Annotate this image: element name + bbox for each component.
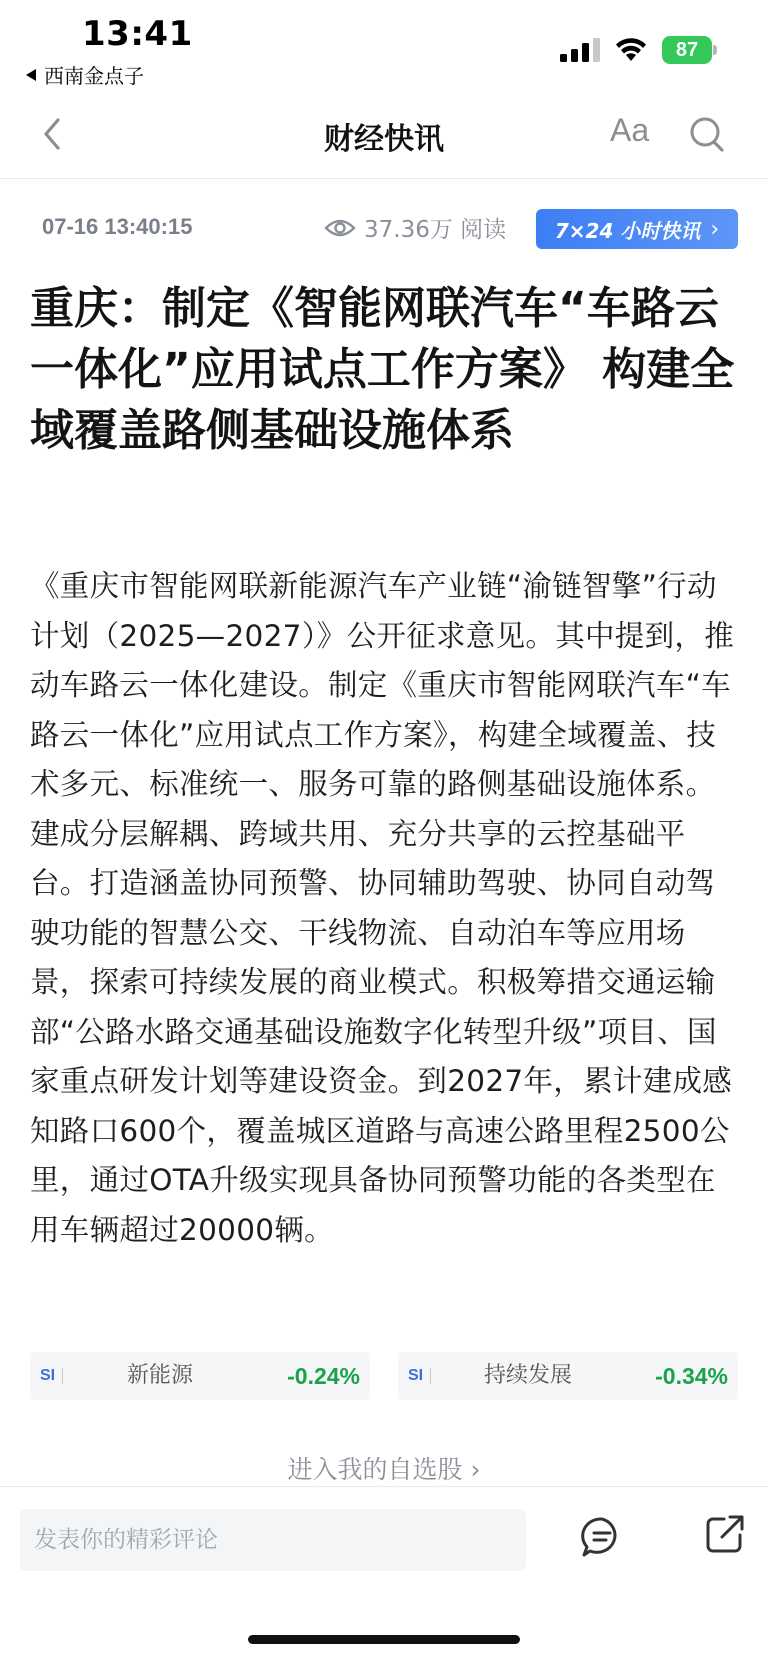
search-icon[interactable]: [688, 114, 726, 154]
view-count-label: 37.36万 阅读: [364, 217, 507, 243]
back-triangle-icon: [26, 69, 36, 81]
chevron-right-icon: ›: [710, 216, 720, 242]
battery-level: 87: [675, 39, 699, 61]
wifi-icon: [614, 36, 648, 62]
stock-name: 持续发展: [483, 1363, 572, 1388]
si-tag: SI: [40, 1367, 56, 1384]
share-icon[interactable]: [704, 1513, 746, 1555]
battery-cap: [713, 45, 717, 55]
article-body: 《重庆市智能网联新能源汽车产业链“渝链智擎”行动计划（2025—2027）》公开征求意见。其中提到，推动车路云一体化建设。制定《重庆市智能网联汽车“车路云一体化”应用试点工作方案》，构建全域覆盖、技术多元、标准统一、服务可靠的路侧基础设施体系。建成分层解耦、跨域共用、充分共享的云控基础平台。打造涵盖协同预警、协同辅助驾驶、协同自动驾驶功能的智慧公交、干线物流、自动泊车等应用场景，探索可持续发展的商业模式。积极筹措交通运输部“公路水路交通基础设施数字化转型升级”项目、国家重点研发计划等建设资金。到2027年，累计建成感知路口600个，覆盖城区道路与高速公路里程2500公里，通过OTA升级实现具备协同预警功能的各类型在用车辆超过20000辆。: [30, 569, 735, 1247]
page-title: 财经快讯: [324, 122, 444, 157]
font-size-button[interactable]: Aa: [610, 112, 650, 148]
live-news-badge[interactable]: [536, 209, 738, 249]
article-headline: 重庆：制定《智能网联汽车“车路云一体化”应用试点工作方案》 构建全域覆盖路侧基础设施体系: [30, 283, 735, 456]
publish-timestamp: 07-16 13:40:15: [42, 214, 193, 239]
view-count: [324, 211, 506, 244]
bottom-bar: [0, 1486, 768, 1664]
stock-change: -0.34%: [655, 1363, 728, 1389]
divider: [62, 1368, 63, 1384]
comment-input[interactable]: 发表你的精彩评论: [20, 1509, 526, 1571]
nav-bar: [0, 92, 768, 179]
comment-icon[interactable]: [580, 1515, 624, 1559]
stock-chip[interactable]: [30, 1352, 370, 1400]
back-app-label: 西南金点子: [44, 64, 144, 88]
watchlist-link[interactable]: 进入我的自选股 ›: [287, 1455, 481, 1484]
cellular-signal-icon: [560, 38, 602, 62]
back-to-app-link[interactable]: [26, 60, 144, 89]
si-tag: SI: [408, 1367, 424, 1384]
battery-icon: [662, 36, 718, 64]
status-time: 13:41: [82, 14, 193, 54]
live-news-label: 7×24 小时快讯: [554, 218, 701, 243]
eye-icon: [324, 216, 356, 240]
stock-chip[interactable]: [398, 1352, 738, 1400]
divider: [430, 1368, 431, 1384]
stock-change: -0.24%: [287, 1363, 360, 1389]
stock-name: 新能源: [126, 1363, 193, 1388]
status-bar: [0, 0, 768, 92]
home-indicator: [248, 1635, 520, 1644]
